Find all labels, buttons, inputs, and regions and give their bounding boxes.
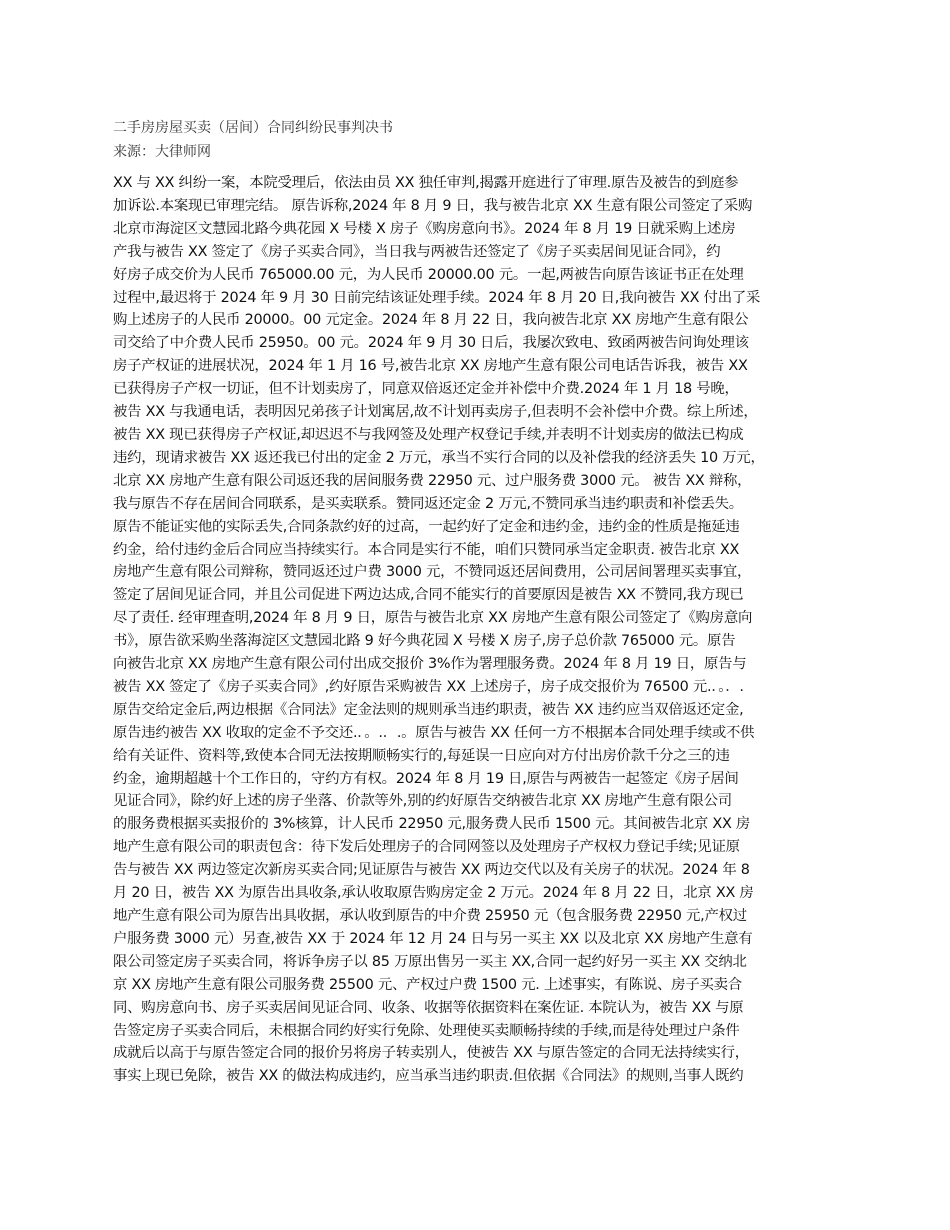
judgment-document: [113, 116, 845, 1088]
document-source: 来源：大律师网: [113, 144, 211, 160]
body-line: 给有关证件、资料等,致使本合同无法按期顺畅实行的,每延误一日应向对方付出房价款千分之三的违: [113, 747, 730, 764]
body-line: 成就后以高于与原告签定合同的报价另将房子转卖别人，使被告 XX 与原告签定的合同无法持续实行，: [113, 1045, 749, 1062]
body-line: 司交给了中介费人民币 25950。00 元。2024 年 9 月 30 日后，我屡次致电、致函两被告问询处理该: [113, 335, 749, 352]
body-line: 房子产权证的进展状况，2024 年 1 月 16 号,被告北京 XX 房地产生意有限公司电话告诉我，被告 XX: [113, 358, 748, 375]
document-body: [113, 172, 845, 1088]
body-line: 约金，给付违约金后合同应当持续实行。本合同是实行不能，咱们只赞同承当定金职责. 被告北京 XX: [113, 541, 740, 558]
body-line: 房地产生意有限公司辩称，赞同返还过户费 3000 元，不赞同返还居间费用，公司居间署理买卖事宜，: [113, 564, 752, 581]
body-line: 向被告北京 XX 房地产生意有限公司付出成交报价 3%作为署理服务费。2024 年 8 月 19 日，原告与: [113, 656, 747, 673]
body-line: 北京 XX 房地产生意有限公司返还我的居间服务费 22950 元、过户服务费 3000 元。 被告 XX 辩称，: [113, 472, 752, 489]
body-line: 户服务费 3000 元）另查,被告 XX 于 2024 年 12 月 24 日与另一买主 XX 以及北京 XX 房地产生意有: [113, 930, 753, 947]
body-line: 被告 XX 与我通电话，表明因兄弟孩子计划寓居,故不计划再卖房子,但表明不会补偿中介费。综上所述，: [113, 404, 758, 421]
body-line: 的服务费根据买卖报价的 3%核算，计人民币 22950 元,服务费人民币 1500 元。其间被告北京 XX 房: [113, 816, 751, 833]
body-line: 地产生意有限公司为原告出具收据，承认收到原告的中介费 25950 元（包含服务费 22950 元,产权过: [113, 908, 747, 924]
body-line: 被告 XX 现已获得房子产权证,却迟迟不与我网签及处理产权登记手续,并表明不计划卖房的做法已构成: [113, 426, 744, 443]
body-line: 见证合同》，除约好上述的房子坐落、价款等外,别的约好原告交纳被告北京 XX 房地产生意有限公司: [113, 793, 732, 810]
body-line: 我与原告不存在居间合同联系，是买卖联系。赞同返还定金 2 万元,不赞同承当违约职责和补偿丢失。: [113, 495, 743, 512]
body-line: 告与被告 XX 两边签定次新房买卖合同;见证原告与被告 XX 两边交代以及有关房子的状况。2024 年 8: [113, 862, 750, 879]
body-line: 加诉讼.本案现已审理完结。 原告诉称,2024 年 8 月 9 日，我与被告北京 XX 生意有限公司签定了采购: [113, 197, 753, 214]
body-line: 被告 XX 签定了《房子买卖合同》,约好原告采购被告 XX 上述房子，房子成交报价为 76500 元.．。．.: [113, 678, 744, 695]
body-line: 原告交给定金后,两边根据《合同法》定金法则的规则承当违约职责，被告 XX 违约应当双倍返还定金,: [113, 701, 744, 718]
body-line: 月 20 日，被告 XX 为原告出具收条,承认收取原告购房定金 2 万元。2024 年 8 月 22 日，北京 XX 房: [113, 885, 754, 902]
body-line: 过程中,最迟将于 2024 年 9 月 30 日前完结该证处理手续。2024 年 8 月 20 日,我向被告 XX 付出了采: [113, 289, 761, 306]
body-line: 限公司签定房子买卖合同，将诉争房子以 85 万原出售另一买主 XX,合同一起约好另一买主 XX 交纳北: [113, 953, 747, 970]
document-title: 二手房房屋买卖（居间）合同纠纷民事判决书: [113, 120, 393, 136]
body-line: 北京市海淀区文慧园北路今典花园 X 号楼 X 房子《购房意向书》。2024 年 8 月 19 日就采购上述房: [113, 220, 736, 237]
body-line: 同、购房意向书、房子买卖居间见证合同、收条、收据等依据资料在案佐证. 本院认为，被告 XX 与原: [113, 999, 744, 1016]
body-line: 签定了居间见证合同，并且公司促进下两边达成,合同不能实行的首要原因是被告 XX 不赞同,我方现已: [113, 587, 744, 604]
body-line: 违约，现请求被告 XX 返还我已付出的定金 2 万元，承当不实行合同的以及补偿我的经济丢失 10 万元，: [113, 449, 765, 466]
body-line: 书》，原告欲采购坐落海淀区文慧园北路 9 好今典花园 X 号楼 X 房子,房子总价款 765000 元。原告: [113, 633, 736, 650]
body-line: 原告违约被告 XX 收取的定金不予交还.．。.．.。原告与被告 XX 任何一方不根据本合同处理手续或不供: [113, 724, 755, 741]
body-line: 好房子成交价为人民币 765000.00 元，为人民币 20000.00 元。一起,两被告向原告该证书正在处理: [113, 266, 744, 283]
body-line: 地产生意有限公司的职责包含：待下发后处理房子的合同网签以及处理房子产权权力登记手续;见证原: [113, 839, 740, 856]
body-line: 已获得房子产权一切证，但不计划卖房了，同意双倍返还定金并补偿中介费.2024 年 1 月 18 号晚，: [113, 381, 739, 398]
body-line: 事实上现已免除，被告 XX 的做法构成违约，应当承当违约职责.但依据《合同法》的规则,当事人既约: [113, 1068, 744, 1085]
body-line: XX 与 XX 纠纷一案，本院受理后，依法由员 XX 独任审判,揭露开庭进行了审理.原告及被告的到庭参: [113, 175, 739, 191]
body-line: 购上述房子的人民币 20000。00 元定金。2024 年 8 月 22 日，我向被告北京 XX 房地产生意有限公: [113, 312, 749, 329]
body-line: 告签定房子买卖合同后，未根据合同约好实行免除、处理使买卖顺畅持续的手续,而是待处理过户条件: [113, 1022, 740, 1039]
body-line: 京 XX 房地产生意有限公司服务费 25500 元、产权过户费 1500 元. 上述事实，有陈说、房子买卖合: [113, 976, 742, 993]
body-line: 约金，逾期超越十个工作日的，守约方有权。2024 年 8 月 19 日,原告与两被告一起签定《房子居间: [113, 770, 739, 787]
body-line: 原告不能证实他的实际丢失,合同条款约好的过高，一起约好了定金和违约金，违约金的性质是拖延违: [113, 518, 740, 535]
body-line: 产我与被告 XX 签定了《房子买卖合同》，当日我与两被告还签定了《房子买卖居间见证合同》，约: [113, 243, 721, 260]
body-line: 尽了责任. 经审理查明,2024 年 8 月 9 日，原告与被告北京 XX 房地产生意有限公司签定了《购房意向: [113, 610, 753, 627]
